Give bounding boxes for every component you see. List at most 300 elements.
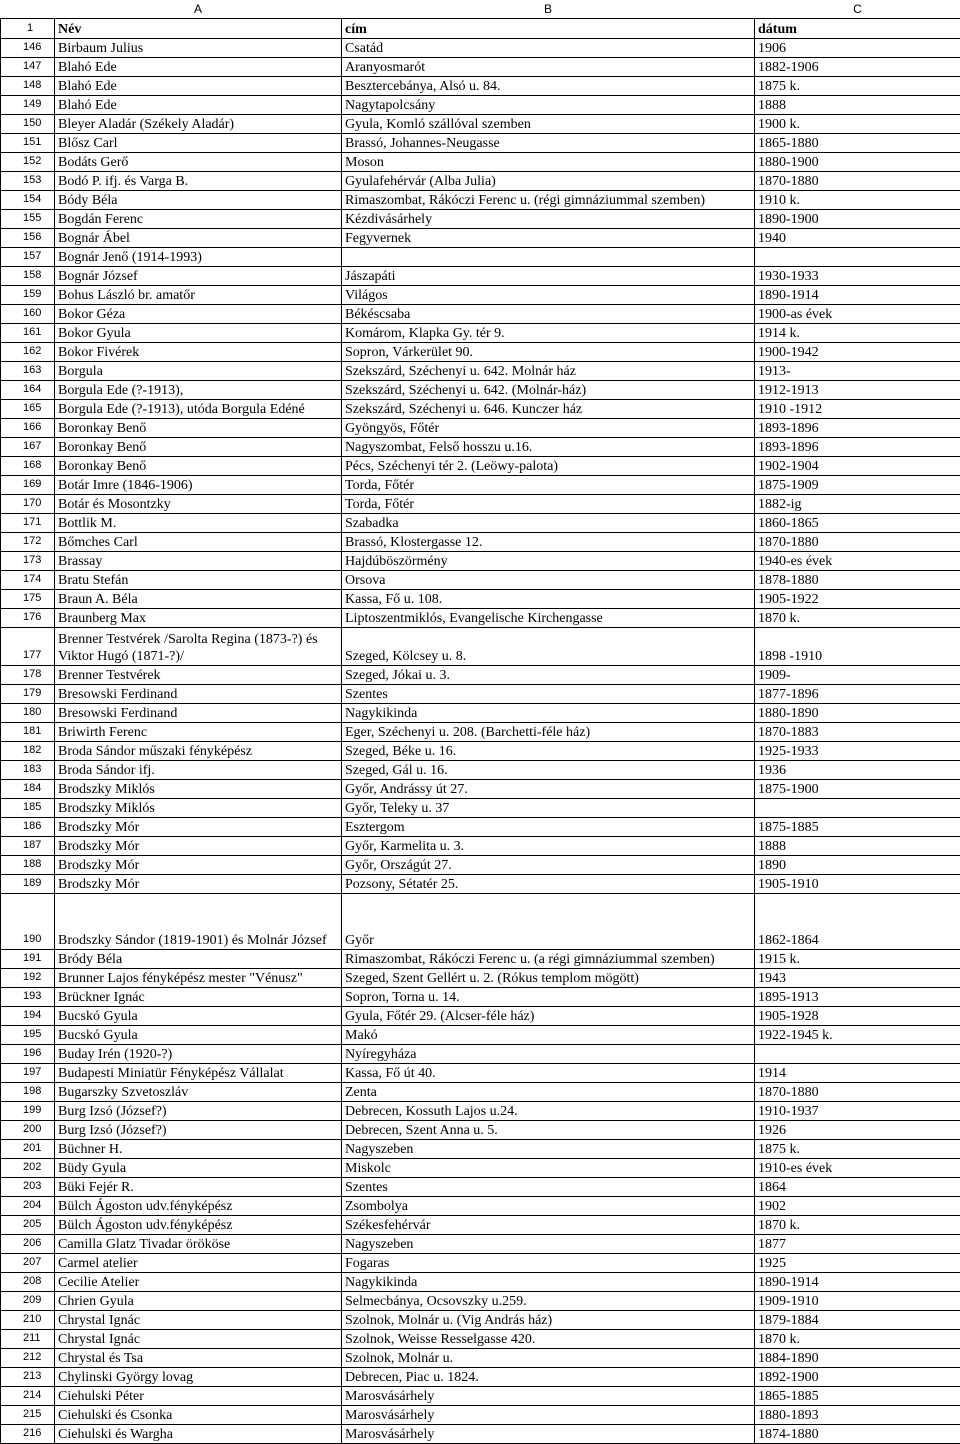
address-cell[interactable]: Nagyszombat, Felső hosszu u.16. [342,438,755,457]
date-cell[interactable] [755,248,960,267]
date-cell[interactable] [755,799,960,818]
row-number[interactable]: 215 [1,1406,55,1425]
row-number[interactable]: 164 [1,381,55,400]
name-cell[interactable]: Bresowski Ferdinand [55,704,342,723]
name-cell[interactable]: Boronkay Benő [55,419,342,438]
name-cell[interactable]: Bucskó Gyula [55,1026,342,1045]
date-cell[interactable]: 1910-es évek [755,1159,960,1178]
name-cell[interactable]: Bródy Béla [55,950,342,969]
date-cell[interactable]: 1879-1884 [755,1311,960,1330]
address-cell[interactable]: Miskolc [342,1159,755,1178]
name-cell[interactable]: Chylinski György lovag [55,1368,342,1387]
date-cell[interactable]: 1909- [755,666,960,685]
name-cell[interactable]: Bratu Stefán [55,571,342,590]
row-number[interactable]: 147 [1,58,55,77]
table-row [1,1349,960,1368]
name-cell[interactable]: Bőmches Carl [55,533,342,552]
date-cell[interactable]: 1890 [755,856,960,875]
date-cell[interactable]: 1900-1942 [755,343,960,362]
date-cell[interactable]: 1888 [755,837,960,856]
date-cell[interactable]: 1902-1904 [755,457,960,476]
address-cell[interactable]: Marosvásárhely [342,1406,755,1425]
address-cell[interactable]: Gyula, Komló szállóval szemben [342,115,755,134]
date-cell[interactable]: 1890-1914 [755,1273,960,1292]
date-cell[interactable]: 1910 -1912 [755,400,960,419]
name-cell[interactable]: Chrien Gyula [55,1292,342,1311]
name-cell[interactable]: Blahó Ede [55,77,342,96]
address-cell[interactable]: Debrecen, Piac u. 1824. [342,1368,755,1387]
address-cell[interactable]: Orsova [342,571,755,590]
name-cell[interactable]: Buday Irén (1920-?) [55,1045,342,1064]
row-number[interactable]: 1 [1,19,55,39]
date-cell[interactable]: 1898 -1910 [755,628,960,666]
row-number[interactable]: 168 [1,457,55,476]
name-cell[interactable]: Blősz Carl [55,134,342,153]
table-row [1,1140,960,1159]
address-cell[interactable]: Szeged, Kölcsey u. 8. [342,628,755,666]
address-cell[interactable]: Jászapáti [342,267,755,286]
name-cell[interactable]: Camilla Glatz Tivadar örököse [55,1235,342,1254]
date-cell[interactable]: 1926 [755,1121,960,1140]
name-cell[interactable]: Brenner Testvérek /Sarolta Regina (1873-?) és Viktor Hugó (1871-?)/ [55,628,342,666]
row-number[interactable]: 207 [1,1254,55,1273]
date-cell[interactable]: 1915 k. [755,950,960,969]
date-cell[interactable]: 1875 k. [755,1140,960,1159]
name-cell[interactable]: Bodó P. ifj. és Varga B. [55,172,342,191]
address-cell[interactable]: Liptoszentmiklós, Evangelische Kirchengasse [342,609,755,628]
date-cell[interactable]: 1882-1906 [755,58,960,77]
name-cell[interactable]: Brodszky Miklós [55,780,342,799]
row-number[interactable]: 185 [1,799,55,818]
column-header-a[interactable]: A [55,0,342,19]
row-number[interactable]: 159 [1,286,55,305]
name-cell[interactable]: Botár és Mosontzky [55,495,342,514]
row-number[interactable]: 153 [1,172,55,191]
name-cell[interactable]: Bresowski Ferdinand [55,685,342,704]
table-row [1,229,960,248]
address-cell[interactable]: Nyíregyháza [342,1045,755,1064]
address-cell[interactable]: Kézdivásárhely [342,210,755,229]
address-cell[interactable]: Zenta [342,1083,755,1102]
row-number[interactable]: 208 [1,1273,55,1292]
date-cell[interactable]: 1905-1922 [755,590,960,609]
name-cell[interactable]: Chrystal és Tsa [55,1349,342,1368]
date-cell[interactable]: 1865-1885 [755,1387,960,1406]
date-cell[interactable]: 1870 k. [755,609,960,628]
address-cell[interactable]: Győr, Országút 27. [342,856,755,875]
name-cell[interactable]: Bülch Ágoston udv.fényképész [55,1197,342,1216]
date-cell[interactable]: 1864 [755,1178,960,1197]
header-name-cell[interactable]: Név [55,19,342,39]
address-cell[interactable]: Esztergom [342,818,755,837]
header-date-cell[interactable]: dátum [755,19,960,39]
date-cell[interactable]: 1877-1896 [755,685,960,704]
name-cell[interactable]: Ciehulski és Csonka [55,1406,342,1425]
row-number[interactable]: 195 [1,1026,55,1045]
date-cell[interactable]: 1875-1909 [755,476,960,495]
address-cell[interactable]: Szolnok, Weisse Resselgasse 420. [342,1330,755,1349]
name-cell[interactable]: Burg Izsó (József?) [55,1121,342,1140]
row-number[interactable]: 149 [1,96,55,115]
row-number[interactable]: 213 [1,1368,55,1387]
date-cell[interactable]: 1870-1880 [755,1083,960,1102]
name-cell[interactable]: Birbaum Julius [55,39,342,58]
name-cell[interactable]: Bokor Géza [55,305,342,324]
name-cell[interactable]: Blahó Ede [55,58,342,77]
row-number[interactable]: 209 [1,1292,55,1311]
address-cell[interactable]: Besztercebánya, Alsó u. 84. [342,77,755,96]
date-cell[interactable]: 1874-1880 [755,1425,960,1444]
row-number[interactable]: 157 [1,248,55,267]
address-cell[interactable]: Pozsony, Sétatér 25. [342,875,755,894]
row-number[interactable]: 161 [1,324,55,343]
date-cell[interactable]: 1870 k. [755,1330,960,1349]
row-number[interactable]: 154 [1,191,55,210]
row-number[interactable]: 192 [1,969,55,988]
date-cell[interactable]: 1890-1900 [755,210,960,229]
date-cell[interactable]: 1875-1900 [755,780,960,799]
address-cell[interactable]: Szabadka [342,514,755,533]
row-number[interactable]: 162 [1,343,55,362]
address-cell[interactable]: Gyula, Főtér 29. (Alcser-féle ház) [342,1007,755,1026]
address-cell[interactable]: Brassó, Klostergasse 12. [342,533,755,552]
name-cell[interactable]: Brodszky Mór [55,837,342,856]
row-number[interactable]: 179 [1,685,55,704]
row-number[interactable]: 193 [1,988,55,1007]
table-row [1,1083,960,1102]
row-number[interactable]: 160 [1,305,55,324]
address-cell[interactable]: Pécs, Széchenyi tér 2. (Leöwy-palota) [342,457,755,476]
address-cell[interactable]: Győr [342,894,755,950]
row-number[interactable]: 200 [1,1121,55,1140]
address-cell[interactable] [342,248,755,267]
row-number[interactable]: 170 [1,495,55,514]
date-cell[interactable]: 1913- [755,362,960,381]
date-cell[interactable]: 1877 [755,1235,960,1254]
row-number[interactable]: 167 [1,438,55,457]
address-cell[interactable]: Szentes [342,1178,755,1197]
name-cell[interactable]: Blahó Ede [55,96,342,115]
name-cell[interactable]: Brassay [55,552,342,571]
date-cell[interactable]: 1940 [755,229,960,248]
name-cell[interactable]: Bleyer Aladár (Székely Aladár) [55,115,342,134]
row-number[interactable]: 171 [1,514,55,533]
name-cell[interactable]: Boronkay Benő [55,438,342,457]
name-cell[interactable]: Bodáts Gerő [55,153,342,172]
date-cell[interactable]: 1893-1896 [755,419,960,438]
address-cell[interactable]: Szeged, Béke u. 16. [342,742,755,761]
row-number[interactable]: 180 [1,704,55,723]
row-number[interactable]: 198 [1,1083,55,1102]
date-cell[interactable]: 1862-1864 [755,894,960,950]
row-number[interactable]: 189 [1,875,55,894]
row-number[interactable]: 173 [1,552,55,571]
row-number[interactable]: 151 [1,134,55,153]
address-cell[interactable]: Selmecbánya, Ocsovszky u.259. [342,1292,755,1311]
row-number[interactable]: 181 [1,723,55,742]
address-cell[interactable]: Eger, Széchenyi u. 208. (Barchetti-féle ház) [342,723,755,742]
date-cell[interactable]: 1925 [755,1254,960,1273]
column-header-c[interactable]: C [755,0,960,19]
address-cell[interactable]: Székesfehérvár [342,1216,755,1235]
address-cell[interactable]: Szolnok, Molnár u. [342,1349,755,1368]
name-cell[interactable]: Carmel atelier [55,1254,342,1273]
date-cell[interactable]: 1875 k. [755,77,960,96]
date-cell[interactable] [755,1045,960,1064]
address-cell[interactable]: Szentes [342,685,755,704]
row-number[interactable]: 203 [1,1178,55,1197]
name-cell[interactable]: Brodszky Mór [55,856,342,875]
date-cell[interactable]: 1865-1880 [755,134,960,153]
name-cell[interactable]: Borgula Ede (?-1913), [55,381,342,400]
row-number[interactable]: 205 [1,1216,55,1235]
date-cell[interactable]: 1878-1880 [755,571,960,590]
name-cell[interactable]: Brunner Lajos fényképész mester "Vénusz" [55,969,342,988]
date-cell[interactable]: 1900-as évek [755,305,960,324]
address-cell[interactable]: Brassó, Johannes-Neugasse [342,134,755,153]
date-cell[interactable]: 1905-1910 [755,875,960,894]
address-cell[interactable]: Nagykikinda [342,704,755,723]
row-number[interactable]: 202 [1,1159,55,1178]
name-cell[interactable]: Ciehulski és Wargha [55,1425,342,1444]
date-cell[interactable]: 1914 [755,1064,960,1083]
name-cell[interactable]: Burg Izsó (József?) [55,1102,342,1121]
row-number[interactable]: 178 [1,666,55,685]
address-cell[interactable]: Makó [342,1026,755,1045]
row-number[interactable]: 156 [1,229,55,248]
row-number[interactable]: 182 [1,742,55,761]
date-cell[interactable]: 1910 k. [755,191,960,210]
address-cell[interactable]: Gyöngyös, Főtér [342,419,755,438]
date-cell[interactable]: 1930-1933 [755,267,960,286]
address-cell[interactable]: Világos [342,286,755,305]
address-cell[interactable]: Debrecen, Kossuth Lajos u.24. [342,1102,755,1121]
address-cell[interactable]: Sopron, Torna u. 14. [342,988,755,1007]
address-cell[interactable]: Marosvásárhely [342,1387,755,1406]
address-cell[interactable]: Szekszárd, Széchenyi u. 642. Molnár ház [342,362,755,381]
row-number[interactable]: 183 [1,761,55,780]
address-cell[interactable]: Zsombolya [342,1197,755,1216]
date-cell[interactable]: 1895-1913 [755,988,960,1007]
name-cell[interactable]: Chrystal Ignác [55,1311,342,1330]
date-cell[interactable]: 1902 [755,1197,960,1216]
date-cell[interactable]: 1870-1883 [755,723,960,742]
row-number[interactable]: 187 [1,837,55,856]
row-number[interactable]: 214 [1,1387,55,1406]
row-number[interactable]: 212 [1,1349,55,1368]
name-cell[interactable]: Boronkay Benő [55,457,342,476]
address-cell[interactable]: Torda, Főtér [342,495,755,514]
row-number[interactable]: 194 [1,1007,55,1026]
date-cell[interactable]: 1890-1914 [755,286,960,305]
date-cell[interactable]: 1943 [755,969,960,988]
row-number[interactable]: 199 [1,1102,55,1121]
address-cell[interactable]: Szekszárd, Széchenyi u. 646. Kunczer ház [342,400,755,419]
row-number[interactable]: 196 [1,1045,55,1064]
address-cell[interactable]: Debrecen, Szent Anna u. 5. [342,1121,755,1140]
row-number[interactable]: 190 [1,894,55,950]
address-cell[interactable]: Marosvásárhely [342,1425,755,1444]
row-number[interactable]: 211 [1,1330,55,1349]
row-number[interactable]: 155 [1,210,55,229]
date-cell[interactable]: 1893-1896 [755,438,960,457]
name-cell[interactable]: Budapesti Miniatür Fényképész Vállalat [55,1064,342,1083]
name-cell[interactable]: Brodszky Miklós [55,799,342,818]
address-cell[interactable]: Nagyszeben [342,1235,755,1254]
address-cell[interactable]: Szekszárd, Széchenyi u. 642. (Molnár-ház) [342,381,755,400]
address-cell[interactable]: Nagyszeben [342,1140,755,1159]
date-cell[interactable]: 1909-1910 [755,1292,960,1311]
row-number[interactable]: 175 [1,590,55,609]
row-number[interactable]: 176 [1,609,55,628]
address-cell[interactable]: Szeged, Szent Gellért u. 2. (Rókus templom mögött) [342,969,755,988]
address-cell[interactable]: Hajdúböszörmény [342,552,755,571]
name-cell[interactable]: Bucskó Gyula [55,1007,342,1026]
date-cell[interactable]: 1880-1893 [755,1406,960,1425]
name-cell[interactable]: Bugarszky Szvetoszláv [55,1083,342,1102]
row-number[interactable]: 166 [1,419,55,438]
name-cell[interactable]: Broda Sándor ifj. [55,761,342,780]
address-cell[interactable]: Moson [342,153,755,172]
name-cell[interactable]: Brodszky Mór [55,875,342,894]
name-cell[interactable]: Bokor Gyula [55,324,342,343]
table-row [1,1216,960,1235]
address-cell[interactable]: Szolnok, Molnár u. (Vig András ház) [342,1311,755,1330]
row-number[interactable]: 165 [1,400,55,419]
row-number[interactable]: 201 [1,1140,55,1159]
name-cell[interactable]: Büchner H. [55,1140,342,1159]
name-cell[interactable]: Bottlik M. [55,514,342,533]
address-cell[interactable]: Fegyvernek [342,229,755,248]
date-cell[interactable]: 1880-1900 [755,153,960,172]
date-cell[interactable]: 1914 k. [755,324,960,343]
row-number[interactable]: 186 [1,818,55,837]
name-cell[interactable]: Ciehulski Péter [55,1387,342,1406]
table-row [1,286,960,305]
row-number[interactable]: 148 [1,77,55,96]
row-number[interactable]: 216 [1,1425,55,1444]
header-address-cell[interactable]: cím [342,19,755,39]
name-cell[interactable]: Broda Sándor műszaki fényképész [55,742,342,761]
name-cell[interactable]: Botár Imre (1846-1906) [55,476,342,495]
table-row [1,818,960,837]
address-cell[interactable]: Győr, Andrássy út 27. [342,780,755,799]
name-cell[interactable]: Braun A. Béla [55,590,342,609]
date-cell[interactable]: 1925-1933 [755,742,960,761]
row-number[interactable]: 172 [1,533,55,552]
address-cell[interactable]: Győr, Teleky u. 37 [342,799,755,818]
name-cell[interactable]: Bogdán Ferenc [55,210,342,229]
name-cell[interactable]: Brenner Testvérek [55,666,342,685]
table-row [1,514,960,533]
date-cell[interactable]: 1875-1885 [755,818,960,837]
date-cell[interactable]: 1900 k. [755,115,960,134]
date-cell[interactable]: 1912-1913 [755,381,960,400]
row-number[interactable]: 146 [1,39,55,58]
address-cell[interactable]: Rimaszombat, Rákóczi Ferenc u. (régi gimnáziummal szemben) [342,191,755,210]
row-number[interactable]: 191 [1,950,55,969]
row-number[interactable]: 150 [1,115,55,134]
address-cell[interactable]: Csatád [342,39,755,58]
date-cell[interactable]: 1936 [755,761,960,780]
row-number[interactable]: 184 [1,780,55,799]
date-cell[interactable]: 1870-1880 [755,172,960,191]
address-cell[interactable]: Sopron, Várkerület 90. [342,343,755,362]
date-cell[interactable]: 1905-1928 [755,1007,960,1026]
name-cell[interactable]: Braunberg Max [55,609,342,628]
row-number[interactable]: 169 [1,476,55,495]
name-cell[interactable]: Brückner Ignác [55,988,342,1007]
row-number[interactable]: 204 [1,1197,55,1216]
address-cell[interactable]: Kassa, Fő u. 108. [342,590,755,609]
row-number[interactable]: 188 [1,856,55,875]
name-cell[interactable]: Brodszky Mór [55,818,342,837]
date-cell[interactable]: 1888 [755,96,960,115]
name-cell[interactable]: Bülch Ágoston udv.fényképész [55,1216,342,1235]
address-cell[interactable]: Nagykikinda [342,1273,755,1292]
address-cell[interactable]: Torda, Főtér [342,476,755,495]
date-cell[interactable]: 1870 k. [755,1216,960,1235]
table-row [1,457,960,476]
name-cell[interactable]: Bognár József [55,267,342,286]
date-cell[interactable]: 1870-1880 [755,533,960,552]
row-number[interactable]: 197 [1,1064,55,1083]
address-cell[interactable]: Gyulafehérvár (Alba Julia) [342,172,755,191]
column-header-b[interactable]: B [342,0,755,19]
name-cell[interactable]: Büdy Gyula [55,1159,342,1178]
date-cell[interactable]: 1940-es évek [755,552,960,571]
address-cell[interactable]: Szeged, Gál u. 16. [342,761,755,780]
name-cell[interactable]: Cecilie Atelier [55,1273,342,1292]
row-number[interactable]: 210 [1,1311,55,1330]
name-cell[interactable]: Bokor Fivérek [55,343,342,362]
name-cell[interactable]: Briwirth Ferenc [55,723,342,742]
row-number[interactable]: 177 [1,628,55,666]
date-cell[interactable]: 1910-1937 [755,1102,960,1121]
name-cell[interactable]: Büki Fejér R. [55,1178,342,1197]
row-number[interactable]: 158 [1,267,55,286]
name-cell[interactable]: Bódy Béla [55,191,342,210]
name-cell[interactable]: Bognár Ábel [55,229,342,248]
date-cell[interactable]: 1880-1890 [755,704,960,723]
date-cell[interactable]: 1906 [755,39,960,58]
date-cell[interactable]: 1884-1890 [755,1349,960,1368]
name-cell[interactable]: Bognár Jenő (1914-1993) [55,248,342,267]
name-cell[interactable]: Bohus László br. amatőr [55,286,342,305]
row-number[interactable]: 174 [1,571,55,590]
row-number[interactable]: 206 [1,1235,55,1254]
address-cell[interactable]: Békéscsaba [342,305,755,324]
name-cell[interactable]: Chrystal Ignác [55,1330,342,1349]
date-cell[interactable]: 1882-ig [755,495,960,514]
date-cell[interactable]: 1860-1865 [755,514,960,533]
address-cell[interactable]: Nagytapolcsány [342,96,755,115]
name-cell[interactable]: Borgula [55,362,342,381]
date-cell[interactable]: 1892-1900 [755,1368,960,1387]
name-cell[interactable]: Borgula Ede (?-1913), utóda Borgula Edéné [55,400,342,419]
date-cell[interactable]: 1922-1945 k. [755,1026,960,1045]
address-cell[interactable]: Rimaszombat, Rákóczi Ferenc u. (a régi gimnáziummal szemben) [342,950,755,969]
row-number[interactable]: 152 [1,153,55,172]
address-cell[interactable]: Komárom, Klapka Gy. tér 9. [342,324,755,343]
address-cell[interactable]: Győr, Karmelita u. 3. [342,837,755,856]
address-cell[interactable]: Szeged, Jókai u. 3. [342,666,755,685]
address-cell[interactable]: Kassa, Fő út 40. [342,1064,755,1083]
address-cell[interactable]: Aranyosmarót [342,58,755,77]
row-number[interactable]: 163 [1,362,55,381]
address-cell[interactable]: Fogaras [342,1254,755,1273]
name-cell[interactable]: Brodszky Sándor (1819-1901) és Molnár József [55,894,342,950]
